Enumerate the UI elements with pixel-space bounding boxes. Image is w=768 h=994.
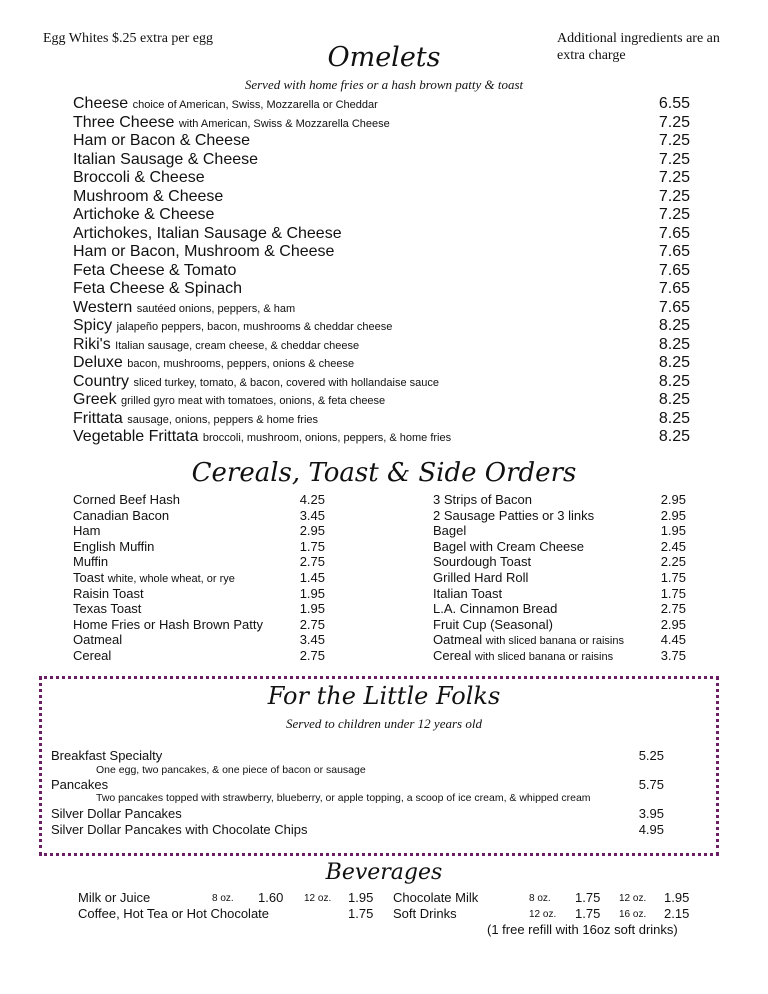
side-left-item	[73, 648, 111, 663]
beverages-title: Beverages	[325, 860, 443, 885]
omelet-name: Broccoli & Cheese	[73, 169, 205, 186]
side-right-price: 4.45	[660, 632, 686, 648]
side-right-price: 2.95	[660, 616, 686, 632]
omelet-item	[73, 225, 342, 243]
omelet-name: Ham or Bacon & Cheese	[73, 132, 250, 149]
omelet-desc: grilled gyro meat with tomatoes, onions, & feta cheese	[121, 395, 386, 407]
side-left-price: 1.95	[299, 601, 325, 617]
side-right-price: 2.95	[660, 492, 686, 507]
omelet-price: 7.65	[658, 298, 690, 316]
side-left-item	[73, 523, 100, 538]
omelet-price: 8.25	[658, 428, 690, 445]
omelet-desc: bacon, mushrooms, peppers, onions & cheese	[127, 358, 355, 370]
omelet-price: 7.65	[658, 224, 690, 242]
omelet-price: 7.25	[658, 187, 690, 205]
kids-subtitle: Served to children under 12 years old	[286, 716, 482, 731]
bev-choc-milk-price1: 1.75	[575, 890, 601, 905]
omelet-item	[73, 262, 236, 280]
omelet-item	[73, 188, 223, 206]
side-right-name: Sourdough Toast	[433, 554, 532, 570]
side-right-desc: with sliced banana or raisins	[474, 651, 614, 663]
bev-soft-drinks: Soft Drinks	[393, 906, 457, 921]
omelet-price: 7.25	[658, 113, 690, 131]
kids-title: For the Little Folks	[267, 682, 501, 710]
omelet-price: 7.25	[658, 206, 690, 223]
side-right-item	[433, 508, 594, 523]
side-right-item	[433, 648, 613, 663]
side-left-price: 1.45	[299, 570, 325, 585]
bev-milk-juice-price1: 1.60	[258, 890, 284, 905]
side-right-name: Fruit Cup (Seasonal)	[433, 616, 553, 632]
omelet-name: Feta Cheese & Tomato	[73, 261, 237, 279]
side-right-price: 3.75	[660, 648, 686, 663]
omelet-price: 8.25	[658, 317, 690, 334]
omelet-desc: Italian sausage, cream cheese, & cheddar cheese	[115, 339, 360, 352]
bev-milk-juice-size1: 8 oz.	[212, 893, 234, 904]
omelets-subtitle: Served with home fries or a hash brown patty & toast	[244, 77, 524, 92]
kids-item-name: Pancakes	[51, 777, 109, 792]
side-right-item	[433, 632, 624, 647]
bev-choc-milk: Chocolate Milk	[393, 890, 479, 905]
side-left-item	[73, 539, 154, 554]
omelet-item	[73, 280, 242, 298]
kids-item-price: 4.95	[638, 822, 664, 837]
bev-choc-milk-price2: 1.95	[664, 890, 690, 905]
omelet-item	[73, 132, 250, 150]
kids-item-name: Silver Dollar Pancakes	[51, 806, 182, 821]
side-left-item	[73, 586, 144, 601]
side-left-name: Oatmeal	[73, 632, 123, 648]
bev-soft-drinks-price2: 2.15	[664, 906, 690, 921]
side-left-name: Texas Toast	[73, 601, 142, 617]
side-right-item	[433, 492, 532, 507]
side-left-item	[73, 492, 180, 507]
omelet-item	[73, 169, 205, 187]
kids-item-price: 3.95	[638, 806, 664, 821]
side-left-name: English Muffin	[73, 538, 155, 554]
side-left-price: 3.45	[299, 507, 325, 523]
side-right-price: 1.75	[660, 585, 686, 601]
omelet-desc: with American, Swiss & Mozzarella Cheese	[178, 117, 390, 130]
omelet-price: 7.65	[658, 243, 690, 260]
omelet-name: Feta Cheese & Spinach	[73, 280, 242, 297]
omelet-name: Spicy	[73, 317, 113, 334]
side-left-item	[73, 632, 122, 647]
bev-soft-drinks-size1: 12 oz.	[529, 909, 557, 920]
omelet-price: 8.25	[658, 409, 690, 427]
omelet-item	[73, 336, 359, 354]
side-left-name: Canadian Bacon	[73, 507, 170, 523]
side-right-name: 2 Sausage Patties or 3 links	[433, 507, 595, 523]
egg-whites-note: Egg Whites $.25 extra per egg	[43, 31, 214, 46]
omelet-price: 7.65	[658, 261, 690, 279]
bev-milk-juice: Milk or Juice	[78, 890, 151, 905]
side-left-name: Corned Beef Hash	[73, 492, 180, 507]
omelet-desc: sautéed onions, peppers, & ham	[136, 302, 296, 315]
omelet-item	[73, 317, 392, 335]
omelet-name: Ham or Bacon, Mushroom & Cheese	[73, 243, 335, 260]
side-right-item	[433, 523, 466, 538]
side-left-item	[73, 601, 141, 616]
side-left-name: Cereal	[73, 648, 112, 663]
omelet-name: Artichokes, Italian Sausage & Cheese	[73, 224, 342, 242]
side-left-item	[73, 570, 235, 585]
omelet-item	[73, 373, 439, 391]
side-right-item	[433, 539, 584, 554]
omelet-name: Italian Sausage & Cheese	[73, 150, 259, 168]
side-left-price: 1.75	[299, 538, 325, 554]
omelet-price: 6.55	[658, 95, 690, 112]
omelet-name: Deluxe	[73, 354, 123, 371]
side-right-item	[433, 570, 528, 585]
omelet-price: 7.25	[658, 132, 690, 149]
side-right-name: Oatmeal	[433, 632, 483, 648]
bev-soft-drinks-price1: 1.75	[575, 906, 601, 921]
kids-item-name: Silver Dollar Pancakes with Chocolate Chips	[51, 822, 308, 837]
side-left-name: Muffin	[73, 554, 109, 570]
omelet-name: Western	[73, 298, 133, 316]
side-right-item	[433, 617, 553, 632]
kids-item-price: 5.75	[638, 777, 664, 792]
kids-item-name: Breakfast Specialty	[51, 748, 163, 763]
side-left-name: Raisin Toast	[73, 585, 144, 601]
side-right-price: 2.95	[660, 507, 686, 523]
side-right-price: 2.25	[660, 554, 686, 570]
omelet-price: 8.25	[658, 372, 690, 390]
side-left-item	[73, 554, 108, 569]
side-left-name: Ham	[73, 523, 101, 539]
side-left-price: 2.75	[299, 616, 325, 632]
omelet-item	[73, 354, 354, 372]
kids-item-desc: Two pancakes topped with strawberry, blueberry, or apple topping, a scoop of ice cream, & whipped cream	[96, 792, 591, 804]
side-right-price: 1.75	[660, 570, 686, 585]
side-right-name: Cereal	[433, 648, 472, 663]
kids-item-desc: One egg, two pancakes, & one piece of bacon or sausage	[96, 764, 366, 776]
omelet-item	[73, 299, 295, 317]
side-left-desc: white, whole wheat, or rye	[107, 573, 235, 585]
bev-milk-juice-size2: 12 oz.	[304, 893, 332, 904]
side-right-item	[433, 586, 502, 601]
side-left-price: 4.25	[299, 492, 325, 507]
bev-coffee: Coffee, Hot Tea or Hot Chocolate	[78, 906, 270, 921]
omelet-desc: sausage, onions, peppers & home fries	[127, 413, 319, 426]
bev-choc-milk-size2: 12 oz.	[619, 893, 647, 904]
side-left-price: 2.75	[299, 648, 325, 663]
omelet-price: 7.25	[658, 150, 690, 168]
kids-item-price: 5.25	[638, 748, 664, 763]
side-right-name: Bagel	[433, 523, 467, 539]
omelet-item	[73, 95, 378, 113]
omelet-name: Country	[73, 372, 130, 390]
side-right-desc: with sliced banana or raisins	[485, 635, 624, 648]
side-right-name: Italian Toast	[433, 585, 503, 601]
omelet-item	[73, 114, 390, 132]
side-right-price: 2.45	[660, 538, 686, 554]
side-left-price: 2.95	[299, 523, 325, 539]
side-left-item	[73, 617, 263, 632]
omelet-item	[73, 391, 385, 409]
omelet-price: 8.25	[658, 391, 690, 408]
bev-milk-juice-price2: 1.95	[348, 890, 374, 905]
omelet-desc: broccoli, mushroom, onions, peppers, & home fries	[202, 432, 452, 444]
side-right-item	[433, 601, 557, 616]
omelet-item	[73, 151, 258, 169]
bev-soft-drinks-size2: 16 oz.	[619, 909, 647, 920]
omelet-name: Cheese	[73, 95, 129, 112]
omelet-price: 8.25	[658, 354, 690, 371]
additional-ingredients-note: Additional ingredients are an extra charge	[557, 31, 720, 63]
side-right-name: Grilled Hard Roll	[433, 570, 529, 585]
omelet-price: 7.65	[658, 280, 690, 297]
side-right-price: 2.75	[660, 601, 686, 617]
omelet-price: 7.25	[658, 169, 690, 186]
omelet-name: Three Cheese	[73, 113, 175, 131]
sides-title: Cereals, Toast & Side Orders	[191, 458, 577, 488]
side-left-price: 3.45	[299, 632, 325, 648]
omelet-name: Mushroom & Cheese	[73, 187, 224, 205]
omelet-item	[73, 410, 318, 428]
bev-refill-note: (1 free refill with 16oz soft drinks)	[487, 922, 678, 937]
omelet-name: Greek	[73, 391, 117, 408]
side-left-name: Toast	[73, 570, 105, 585]
side-left-price: 2.75	[299, 554, 325, 570]
omelet-price: 8.25	[658, 335, 690, 353]
side-right-price: 1.95	[660, 523, 686, 539]
side-left-name: Home Fries or Hash Brown Patty	[73, 616, 264, 632]
side-right-name: L.A. Cinnamon Bread	[433, 601, 558, 617]
omelet-name: Frittata	[73, 409, 123, 427]
bev-coffee-price: 1.75	[348, 906, 374, 921]
omelet-item	[73, 243, 334, 261]
side-right-name: 3 Strips of Bacon	[433, 492, 532, 507]
omelet-item	[73, 428, 451, 446]
omelet-name: Vegetable Frittata	[73, 428, 199, 445]
omelet-desc: sliced turkey, tomato, & bacon, covered with hollandaise sauce	[133, 376, 440, 389]
omelet-item	[73, 206, 214, 224]
side-right-name: Bagel with Cream Cheese	[433, 538, 585, 554]
bev-choc-milk-size1: 8 oz.	[529, 893, 551, 904]
omelets-title: Omelets	[327, 42, 441, 73]
omelet-desc: jalapeño peppers, bacon, mushrooms & cheddar cheese	[116, 321, 393, 333]
omelet-name: Artichoke & Cheese	[73, 206, 215, 223]
side-right-item	[433, 554, 531, 569]
side-left-price: 1.95	[299, 585, 325, 601]
omelet-name: Riki's	[73, 335, 111, 353]
omelet-desc: choice of American, Swiss, Mozzarella or Cheddar	[132, 99, 378, 111]
side-left-item	[73, 508, 169, 523]
